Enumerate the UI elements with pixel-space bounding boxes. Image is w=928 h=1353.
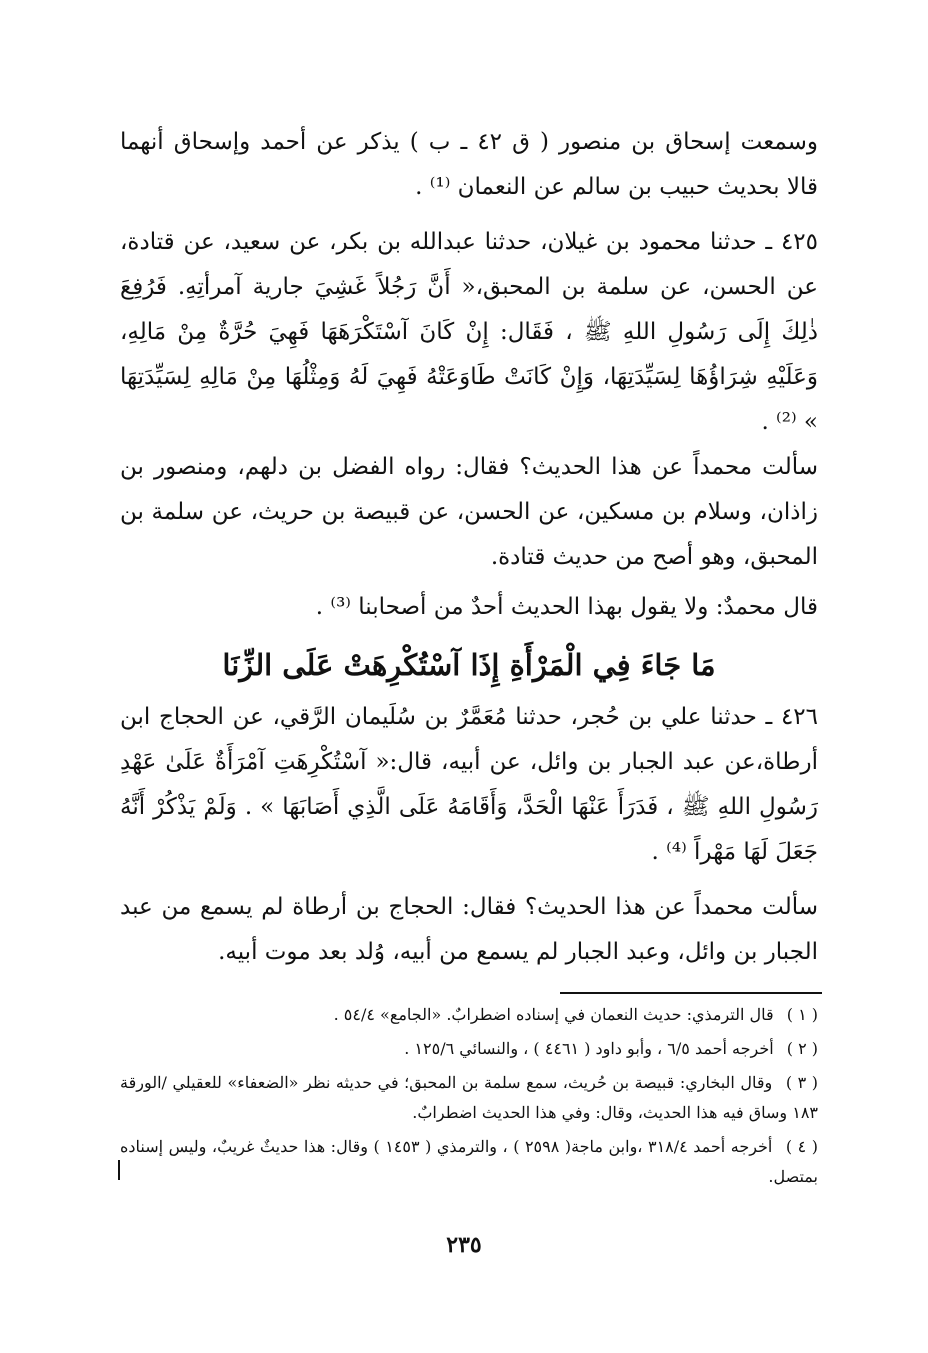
section-heading: مَا جَاءَ فِي الْمَرْأَةِ إِذَا آسْتُكْرِهَتْ عَلَى الزِّنَا [222, 648, 716, 682]
muhammad-statement: قال محمدٌ: ولا يقول بهذا الحديث أحدٌ من أصحابنا ⁽³⁾ . [315, 594, 818, 620]
question-paragraph-2: سألت محمداً عن هذا الحديث؟ فقال: الحجاج بن أرطاة لم يسمع من عبد الجبار بن وائل، وعبد الجبار لم يسمع من أبيه، وُلد بعد موت أبيه. [120, 894, 818, 965]
footnote-number: ( ١ ) [786, 1005, 818, 1024]
page-number: ٢٣٥ [446, 1232, 482, 1258]
paragraph-intro: وسمعت إسحاق بن منصور ( ق ٤٢ ـ ب ) يذكر عن أحمد وإسحاق أنهما قالا بحديث حبيب بن سالم عن النعمان ⁽¹⁾ . [120, 129, 819, 200]
margin-mark [118, 1160, 120, 1180]
footnote-number: ( ٢ ) [786, 1039, 818, 1058]
footnote-text: أخرجه أحمد ٣١٨/٤ ،وابن ماجة( ٢٥٩٨ ) ، والترمذي ( ١٤٥٣ ) وقال: هذا حديثٌ غريبٌ، وليس إسناده بمتصل. [120, 1137, 818, 1186]
footnote-4 [120, 1132, 818, 1192]
footnote-1 [120, 1000, 818, 1030]
hadith-426: ٤٢٦ ـ حدثنا علي بن حُجر، حدثنا مُعَمَّرٌ بن سُلَيمان الرَّقي، عن الحجاج ابن أرطاة،عن عبد الجبار بن وائل، عن أبيه، قال:« آسْتُكْرِهَتِ آمْرَأَةٌ عَلَىٰ عَهْدِ رَسُولِ اللهِ ﷺ ، فَدَرَأَ عَنْهَا الْحَدَّ، وَأَقَامَهُ عَلَى الَّذِي أَصَابَهَا » . وَلَمْ يَذْكُرْ أَنَّهُ جَعَلَ لَهَا مَهْراً ⁽⁴⁾ . [120, 704, 818, 865]
footnote-2 [120, 1034, 818, 1064]
hadith-425: ٤٢٥ ـ حدثنا محمود بن غيلان، حدثنا عبدالله بن بكر، عن سعيد، عن قتادة، عن الحسن، عن سلمة بن المحبق،« أَنَّ رَجُلاً غَشِيَ جارية آمرأتِهِ. فَرُفِعَ ذٰلِكَ إِلَى رَسُولِ اللهِ ﷺ ، فَقَال: إِنْ كَانَ آسْتَكْرَهَهَا فَهِيَ حُرَّةٌ مِنْ مَالِهِ، وَعَلَيْهِ شِرَاؤُهَا لِسَيِّدَتِهَا، وَإِنْ كَانَتْ طَاوَعَتْهُ فَهِيَ لَهُ وَمِثْلُهَا مِنْ مَالِهِ لِسَيِّدَتِهَا » ⁽²⁾ . [120, 229, 818, 435]
footnote-number: ( ٣ ) [785, 1073, 819, 1092]
question-paragraph-1: سألت محمداً عن هذا الحديث؟ فقال: رواه الفضل بن دلهم، ومنصور بن زاذان، وسلام بن مسكين، عن الحسن، عن قبيصة بن حريث، عن سلمة بن المحبق، وهو أصح من حديث قتادة. [120, 454, 818, 570]
footnote-text: وقال البخاري: قبيصة بن حُريث، سمع سلمة بن المحبق؛ في حديثه نظر «الضعفاء» للعقيلي /الورقة ١٨٣ وساق فيه هذا الحديث، وقال: وفي هذا الحديث اضطرابٌ. [120, 1073, 818, 1122]
footnote-divider [560, 992, 822, 994]
footnote-text: أخرجه أحمد ٦/٥ ، وأبو داود ( ٤٤٦١ ) ، والنسائي ١٢٥/٦ . [404, 1039, 774, 1058]
footnote-number: ( ٤ ) [785, 1137, 818, 1156]
footnote-3 [120, 1068, 818, 1128]
footnote-text: قال الترمذي: حديث النعمان في إسناده اضطرابٌ. «الجامع» ٥٤/٤ . [333, 1005, 774, 1024]
footnotes [120, 1000, 818, 1196]
